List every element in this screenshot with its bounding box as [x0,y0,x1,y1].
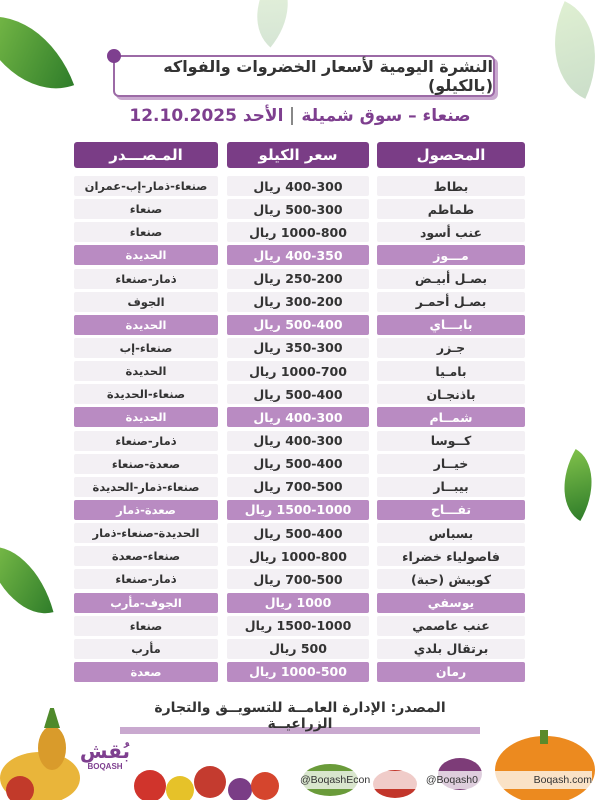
origin-cell: صعدة-ذمار [74,500,218,520]
table-row [74,384,525,404]
table-row [74,269,525,289]
origin-cell: الحديدة [74,315,218,335]
price-cell: 250-200 ريال [227,269,369,289]
price-cell: 1500-1000 ريال [227,616,369,636]
price-cell: 400-300 ريال [227,407,369,427]
table-row [74,199,525,219]
product-cell: مـــوز [377,245,525,265]
origin-cell: صنعاء-ذمار-إب-عمران [74,176,218,196]
logo-arabic: بُقش [79,739,130,763]
leaf-decoration [0,0,74,109]
table-row [74,245,525,265]
table-row [74,616,525,636]
product-cell: بامـيا [377,361,525,381]
origin-cell: مأرب [74,639,218,659]
origin-cell: الحديدة [74,245,218,265]
price-cell: 400-300 ريال [227,431,369,451]
price-cell: 500 ريال [227,639,369,659]
social-handle-2[interactable]: @Boqash0 [425,774,478,786]
table-row [74,222,525,242]
table-row [74,454,525,474]
product-cell: جـزر [377,338,525,358]
price-cell: 700-500 ريال [227,477,369,497]
origin-cell: صنعاء [74,222,218,242]
leaf-decoration [531,1,600,99]
origin-cell: صنعاء-صعدة [74,546,218,566]
product-cell: بيبــار [377,477,525,497]
price-cell: 1000-700 ريال [227,361,369,381]
header-price: سعر الكيلو [227,142,369,168]
product-cell: كــوسا [377,431,525,451]
product-cell: تفـــاح [377,500,525,520]
product-cell: بابـــاي [377,315,525,335]
product-cell: عنب عاصمي [377,616,525,636]
product-cell: فاصولياء خضراء [377,546,525,566]
table-row [74,593,525,613]
boqash-logo [80,740,130,796]
product-cell: طماطم [377,199,525,219]
origin-cell: صنعاء-ذمار-الحديدة [74,477,218,497]
table-row [74,639,525,659]
table-row [74,176,525,196]
origin-cell: الجوف [74,292,218,312]
price-cell: 500-400 ريال [227,523,369,543]
origin-cell: صعدة [74,662,218,682]
origin-cell: الحديدة [74,407,218,427]
price-cell: 1500-1000 ريال [227,500,369,520]
table-row [74,292,525,312]
price-cell: 700-500 ريال [227,569,369,589]
price-cell: 1000-800 ريال [227,546,369,566]
market-name: صنعاء – سوق شميلة [301,106,471,126]
product-cell: خيــار [377,454,525,474]
subtitle [80,106,520,126]
title-box [113,55,495,97]
price-cell: 500-400 ريال [227,315,369,335]
table-row [74,361,525,381]
footer-links [300,771,592,789]
price-cell: 350-300 ريال [227,338,369,358]
origin-cell: الحديدة-صنعاء-ذمار [74,523,218,543]
product-cell: بصـل أحمـر [377,292,525,312]
price-cell: 1000 ريال [227,593,369,613]
origin-cell: صنعاء [74,616,218,636]
page-title: النشرة اليومية لأسعار الخضروات والفواكه (بالكيلو) [163,57,493,95]
price-cell: 500-300 ريال [227,199,369,219]
leaf-decoration [236,0,309,47]
price-cell: 400-350 ريال [227,245,369,265]
title-dot [107,49,121,63]
product-cell: رمان [377,662,525,682]
table-row [74,546,525,566]
origin-cell: صعدة-صنعاء [74,454,218,474]
price-cell: 300-200 ريال [227,292,369,312]
subtitle-divider [291,107,293,125]
social-handle-1[interactable]: @BoqashEcon [300,774,371,786]
origin-cell: ذمار-صنعاء [74,431,218,451]
origin-cell: الجوف-مأرب [74,593,218,613]
product-cell: شمــام [377,407,525,427]
product-cell: بصـل أبيـض [377,269,525,289]
price-cell: 400-300 ريال [227,176,369,196]
origin-cell: ذمار-صنعاء [74,269,218,289]
product-cell: بسباس [377,523,525,543]
leaf-decoration [546,449,600,521]
table-row [74,407,525,427]
table-row [74,338,525,358]
table-row [74,662,525,682]
table-row [74,431,525,451]
product-cell: برتقال بلدي [377,639,525,659]
price-cell: 500-400 ريال [227,384,369,404]
origin-cell: صنعاء-إب [74,338,218,358]
day-date: الأحد 12.10.2025 [129,106,284,126]
product-cell: كوبيش (حبة) [377,569,525,589]
source-text: المصدر: الإدارة العامــة للتسويــق والتجارة الزراعيــة [154,700,446,732]
table-row [74,315,525,335]
website-link[interactable]: Boqash.com [533,774,592,786]
price-table [74,176,525,685]
origin-cell: ذمار-صنعاء [74,569,218,589]
table-row [74,500,525,520]
logo-latin: BOQASH [87,762,123,771]
product-cell: عنب أسود [377,222,525,242]
header-product: المحصول [377,142,525,168]
table-row [74,477,525,497]
product-cell: يوسفي [377,593,525,613]
header-origin: المـصـــدر [74,142,218,168]
price-cell: 500-400 ريال [227,454,369,474]
price-cell: 1000-500 ريال [227,662,369,682]
price-cell: 1000-800 ريال [227,222,369,242]
product-cell: بطاط [377,176,525,196]
table-row [74,523,525,543]
origin-cell: صنعاء [74,199,218,219]
origin-cell: الحديدة [74,361,218,381]
origin-cell: صنعاء-الحديدة [74,384,218,404]
table-row [74,569,525,589]
product-cell: باذنجـان [377,384,525,404]
leaf-decoration [0,535,54,625]
